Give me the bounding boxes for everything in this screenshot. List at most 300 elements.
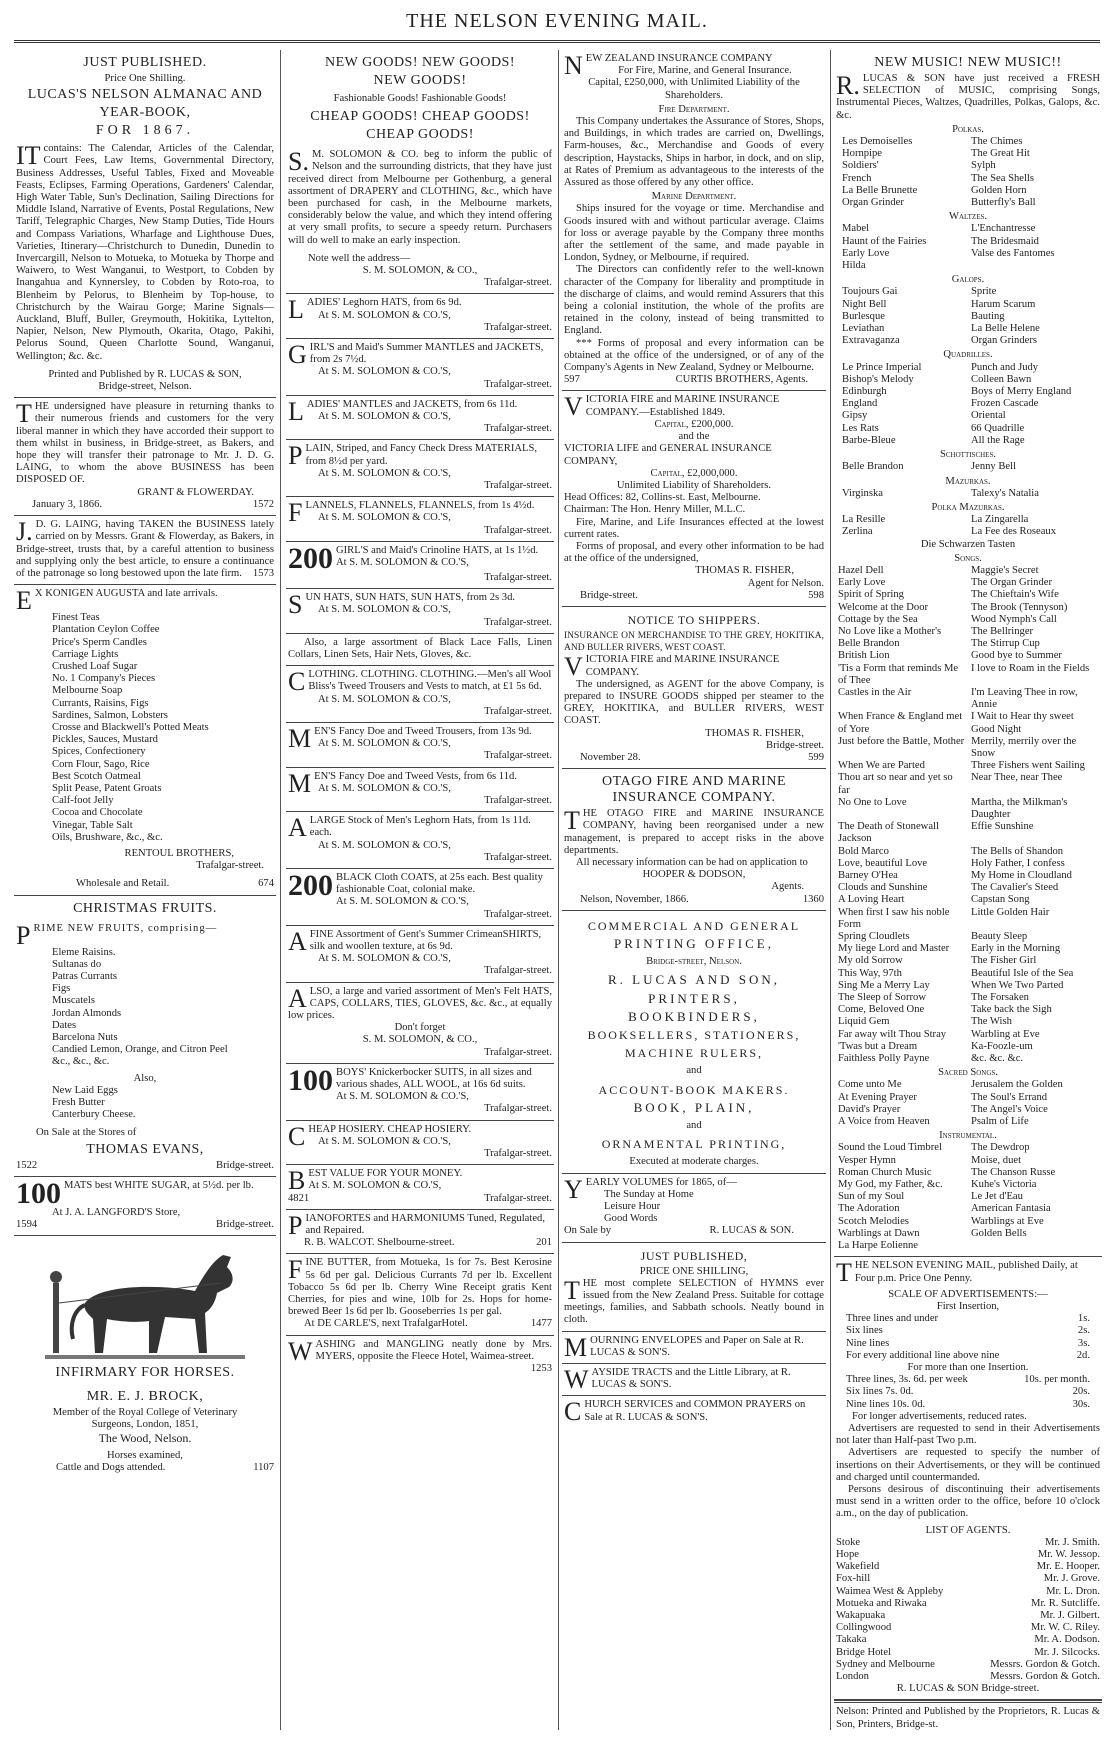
rate-row-value: 10s. per month. <box>1024 1374 1090 1386</box>
music-title: Frozen Cascade <box>971 398 1039 410</box>
music-title: Belle Brandon <box>842 461 904 473</box>
solomon-ad <box>286 589 554 634</box>
music-title: Oriental <box>971 410 1006 422</box>
fisher-agent: Agent for Nelson. <box>747 577 824 589</box>
music-title: Extravaganza <box>842 335 900 347</box>
solomon-at: At S. M. SOLOMON & CO.'S, <box>318 839 451 851</box>
music-title: Gipsy <box>842 410 868 422</box>
music-title: The Angel's Voice <box>971 1103 1048 1115</box>
music-title: When France & England met of Yore <box>838 711 963 735</box>
solomon-ad-list-3 <box>286 1064 554 1165</box>
drop-cap: T <box>16 399 32 429</box>
agent-row-value: Mr. A. Dodson. <box>1034 1634 1100 1646</box>
laing-ad <box>14 516 276 585</box>
solomon-cheap: CHEAP GOODS! <box>366 127 474 143</box>
solomon-ad <box>286 869 554 926</box>
solomon-heading: NEW GOODS! NEW GOODS! <box>324 55 516 70</box>
infirmary-line: Cattle and Dogs attended. <box>56 1462 166 1474</box>
rate-row-value: 1s. <box>1077 1313 1090 1325</box>
drop-cap: Y <box>564 1174 583 1204</box>
solomon-at: At S. M. SOLOMON & CO.'S, <box>318 782 451 794</box>
agent-row <box>836 1634 1100 1646</box>
solomon-ad-body: HEAP HOSIERY. CHEAP HOSIERY. <box>308 1123 472 1135</box>
music-title: Sun of my Soul <box>838 1191 905 1203</box>
solomon-ad-body: LANNELS, FLANNELS, FLANNELS, from 1s 4½d. <box>305 500 535 512</box>
music-title: Moise, duet <box>971 1154 1022 1166</box>
solomon-ad-list-2 <box>286 666 554 982</box>
solomon-intro: M. SOLOMON & CO. beg to inform the public of Nelson and the surrounding districts, that they have just received direct from Melbourne per Gothenburg, a general assortment of DRAPERY and CLOTHING, &c., which have been purchased for cash, in the Melbourne markets, considerably below the value, and which they intend offering at very small profits, to secure a speedy return. Purchasers will do well to make an early inspection. <box>288 149 552 246</box>
music-title: Le Prince Imperial <box>842 361 922 373</box>
music-title: Castles in the Air <box>838 686 912 698</box>
music-title: Clouds and Sunshine <box>838 882 928 894</box>
list-item: Split Pease, Patent Groats <box>52 782 162 794</box>
list-item: Leisure Hour <box>604 1201 661 1213</box>
fisher-name: THOMAS R. FISHER, <box>705 727 804 739</box>
solomon-ad-text <box>288 926 552 956</box>
victoria-forms: Forms of proposal, and every other information to be had at the office of the undersigned, <box>564 540 824 565</box>
shippers-body: The undersigned, as AGENT for the above Company, is prepared to INSURE GOODS shipped per steamer to the GREY, HOKITIKA, and BULLER RIVERS, WEST COAST. <box>564 678 824 727</box>
music-section-heading: Polkas. <box>952 123 984 135</box>
music-section-list <box>836 488 1100 500</box>
solomon-header <box>286 50 554 294</box>
printing-line: BOOKBINDERS, <box>628 1008 760 1024</box>
nz-insurance-ad <box>562 50 826 391</box>
piano-text: IANOFORTES and HARMONIUMS Tuned, Regulated, and Repaired. <box>305 1212 545 1237</box>
agent-row <box>836 1586 1100 1598</box>
drop-cap: C <box>288 667 306 697</box>
music-title: Talexy's Natalia <box>971 487 1039 499</box>
music-title: Sylph <box>971 160 996 172</box>
music-title: The Cavalier's Steed <box>971 882 1059 894</box>
music-title: When We Two Parted <box>971 979 1064 991</box>
music-section-heading: Schottisches. <box>940 449 996 461</box>
solomon-ad-text <box>288 667 552 697</box>
almanac-title: JUST PUBLISHED. <box>83 55 207 70</box>
solomon-ad <box>286 339 554 396</box>
list-item: Calf-foot Jelly <box>52 795 114 807</box>
solomon-at: At S. M. SOLOMON & CO.'S, <box>318 512 451 524</box>
church-text: HURCH SERVICES and COMMON PRAYERS on Sale at R. LUCAS & SON'S. <box>584 1399 806 1423</box>
music-title: Liquid Gem <box>838 1016 890 1028</box>
music-title: Night Bell <box>842 298 887 310</box>
victoria-unlimited: Unlimited Liability of Shareholders. <box>616 479 772 491</box>
nz-capital: Capital, £250,000, with Unlimited Liability of the Shareholders. <box>588 77 800 101</box>
hymns-title: JUST PUBLISHED, <box>640 1248 748 1263</box>
music-title: Holy Father, I confess <box>971 857 1065 869</box>
agent-row-label: Stoke <box>836 1536 861 1548</box>
music-title: Warblings at Dawn <box>838 1227 920 1239</box>
drop-cap: T <box>836 1258 852 1288</box>
music-title: Hazel Dell <box>838 564 884 576</box>
music-title: Punch and Judy <box>971 361 1039 373</box>
shippers-number: 599 <box>808 751 824 763</box>
solomon-also-ad <box>286 634 554 666</box>
almanac-year: FOR 1867. <box>95 123 195 139</box>
butter-text: INE BUTTER, from Motueka, 1s for 7s. Best Kerosine 5s 6d per gal. Delicious Currants 7d per lb. Excellent Tobacco 5s 6d per lb. Cherry Wine Receipt gratis Kent Cherries, for pies and wine, 10lb for 2s. Hops for home-brewed Beer 1s 6d per lb. Gooseberries 1s per gal. <box>288 1257 552 1318</box>
agent-row-label: Wakefield <box>836 1561 880 1573</box>
printing-line: PRINTING OFFICE, <box>614 936 774 951</box>
drop-cap: B <box>288 1166 306 1196</box>
music-title: Near Thee, near Thee <box>971 772 1063 784</box>
masthead: THE NELSON EVENING MAIL. <box>406 10 708 32</box>
fire-heading: Fire Department. <box>658 103 730 115</box>
infirmary-ad <box>14 1236 276 1478</box>
solomon-at: At S. M. SOLOMON & CO.'S, <box>336 557 469 569</box>
music-title: All the Rage <box>971 434 1025 446</box>
xmas-number: 1522 <box>16 1159 38 1171</box>
xmas-sale: On Sale at the Stores of <box>36 1127 137 1139</box>
sugar-at: At J. A. LANGFORD'S Store, <box>52 1206 181 1218</box>
music-title: No Love like a Mother's <box>838 625 942 637</box>
almanac-publisher: Printed and Published by R. LUCAS & SON, <box>48 368 242 380</box>
rate-row <box>846 1338 1090 1350</box>
yearly-title: EARLY VOLUMES for 1865, of— <box>585 1176 737 1188</box>
solomon-street: Trafalgar-street. <box>484 1103 552 1115</box>
list-item: &c., &c., &c. <box>52 1056 110 1068</box>
xmas-heading: RIME NEW FRUITS, comprising— <box>33 922 218 934</box>
sugar-ad <box>14 1177 276 1236</box>
list-item: Sultanas do <box>52 958 102 970</box>
music-tasten: Die Schwarzen Tasten <box>920 538 1016 550</box>
music-title: Early in the Morning <box>971 943 1061 955</box>
masthead-rule <box>14 40 1100 46</box>
music-section-list <box>836 514 1100 538</box>
solomon-ad-body: FINE Assortment of Gent's Summer CrimeanSHIRTS, silk and woollen texture, at 6s 9d. <box>309 928 542 952</box>
agent-row-label: Hope <box>836 1548 859 1560</box>
solomon-fashion: Fashionable Goods! Fashionable Goods! <box>333 93 507 104</box>
otago-ad <box>562 769 826 911</box>
almanac-ad <box>14 50 276 398</box>
music-title: Organ Grinder <box>842 197 904 209</box>
rate-row-label: Nine lines 10s. 0d. <box>846 1398 926 1410</box>
music-title: Le Jet d'Eau <box>971 1191 1023 1203</box>
infirmary-line: Surgeons, London, 1851, <box>91 1419 199 1431</box>
nz-signature: CURTIS BROTHERS, Agents. <box>675 374 808 386</box>
agent-row-value: Mr. J. Gilbert. <box>1040 1609 1100 1621</box>
shippers-title: NOTICE TO SHIPPERS. <box>627 612 761 627</box>
music-title: Roman Church Music <box>838 1166 932 1178</box>
agent-row <box>836 1622 1100 1634</box>
drop-cap: R. <box>836 71 860 100</box>
list-item: Best Scotch Oatmeal <box>52 770 141 782</box>
music-title: Sing Me a Merry Lay <box>838 979 930 991</box>
music-section-heading: Quadrilles. <box>943 349 993 361</box>
music-title: Thou art so near and yet so far <box>838 772 953 796</box>
music-title: My God, my Father, &c. <box>838 1179 943 1191</box>
music-section-list <box>836 136 1100 209</box>
list-item: Cocoa and Chocolate <box>52 807 143 819</box>
music-title: When first I saw his noble Form <box>838 906 950 930</box>
music-title: American Fantasia <box>971 1203 1051 1215</box>
washing-number: 1253 <box>530 1363 552 1375</box>
victoria-chairman: Chairman: The Hon. Henry Miller, M.L.C. <box>564 504 746 516</box>
agent-row <box>836 1598 1100 1610</box>
music-title: British Lion <box>838 650 890 662</box>
music-title: &c. &c. &c. <box>971 1053 1024 1065</box>
solomon-at: At S. M. SOLOMON & CO.'S, <box>318 309 451 321</box>
printing-line: ACCOUNT-BOOK MAKERS. <box>598 1082 790 1097</box>
solomon-ad-body: EN'S Fancy Doe and Tweed Trousers, from 13s 9d. <box>314 725 532 737</box>
music-title: Leviathan <box>842 323 885 335</box>
music-intro: LUCAS & SON have just received a FRESH SELECTION of MUSIC, comprising Songs, Instrumental Pieces, Waltzes, Quadrilles, Polkas, Galops, &c. &c. <box>836 73 1100 121</box>
agent-row-value: Mr. W. C. Riley. <box>1030 1622 1100 1634</box>
music-title: NEW MUSIC! NEW MUSIC!! <box>874 55 1062 70</box>
drop-cap: P <box>16 920 31 950</box>
music-title: Come, Beloved One <box>838 1004 925 1016</box>
nz-title: EW ZEALAND INSURANCE COMPANY <box>585 53 773 64</box>
solomon-at: At S. M. SOLOMON & CO.'S, <box>336 1091 469 1103</box>
solomon-at: At S. M. SOLOMON & CO.'S, <box>318 366 451 378</box>
music-title: French <box>842 172 872 184</box>
music-title: Come unto Me <box>838 1079 902 1091</box>
list-item: Oils, Brushware, &c., &c. <box>52 831 163 843</box>
music-title: Scotch Melodies <box>838 1215 909 1227</box>
drop-cap: M <box>288 723 312 753</box>
printing-line: MACHINE RULERS, <box>624 1046 763 1061</box>
music-title: Organ Grinders <box>971 335 1037 347</box>
horse-engraving <box>45 1243 245 1363</box>
almanac-name: LUCAS'S NELSON ALMANAC AND <box>27 87 263 103</box>
solomon-also2-ad <box>286 983 554 1064</box>
solomon-street: Trafalgar-street. <box>484 423 552 435</box>
printing-line: and <box>686 1120 702 1132</box>
music-title: England <box>842 398 878 410</box>
music-title: Maggie's Secret <box>971 564 1039 576</box>
instrumental-heading: Instrumental. <box>939 1130 997 1142</box>
rate-row <box>846 1399 1090 1411</box>
scale-heading: SCALE OF ADVERTISEMENTS:— <box>888 1288 1048 1300</box>
solomon-name: S. M. SOLOMON, & CO., <box>362 265 478 277</box>
solomon-ad-body: BOYS' Knickerbocker SUITS, in all sizes and various shades, ALL WOOL, at 16s 6d suits. <box>336 1066 532 1090</box>
directors-body: The Directors can confidently refer to the well-known character of the Company for liberality and promptitude in the discharge of claims, and would remind Assurers that this being a colonial institution, the whole of the profits are retained in the colony, instead of being transmitted to England. <box>564 264 824 337</box>
first-insertion: First Insertion, <box>936 1300 1000 1312</box>
drop-cap: T <box>564 1275 580 1305</box>
advertisers-note: Persons desirous of discontinuing their advertisements must send in a written order to the office, before 10 o'clock a.m., on the day of publication. <box>836 1483 1100 1520</box>
printing-line: BOOK, PLAIN, <box>633 1099 755 1115</box>
rate-row <box>846 1313 1090 1325</box>
column-2 <box>286 50 554 1730</box>
solomon-forget: Don't forget <box>394 1022 446 1034</box>
shippers-company: ICTORIA FIRE and MARINE INSURANCE COMPANY. <box>585 654 780 678</box>
victoria-capital: Capital, £200,000. <box>654 418 734 430</box>
solomon-street: Trafalgar-street. <box>484 851 552 863</box>
agent-row-label: Sydney and Melbourne <box>836 1658 935 1670</box>
solomon-ad <box>286 497 554 542</box>
agent-row-value: Mr. R. Sutcliffe. <box>1031 1597 1100 1609</box>
music-section-list <box>836 461 1100 473</box>
rate-row-label: Three lines, 3s. 6d. per week <box>846 1374 968 1386</box>
music-title: Jerusalem the Golden <box>971 1079 1063 1091</box>
music-section-heading: Galops. <box>951 274 985 286</box>
rates-list <box>836 1313 1100 1362</box>
xmas-item-list-2 <box>16 1085 274 1122</box>
agent-row <box>836 1659 1100 1671</box>
best-value-number: 4821 <box>288 1192 310 1204</box>
column-divider <box>558 50 559 1730</box>
music-title: Merrily, merrily over the Snow <box>971 735 1077 759</box>
column-3 <box>562 50 826 1730</box>
agents-heading: LIST OF AGENTS. <box>925 1524 1011 1536</box>
agent-row-value: Messrs. Gordon & Gotch. <box>990 1671 1100 1682</box>
list-item: No. 1 Company's Pieces <box>52 673 156 685</box>
drop-cap: E <box>16 586 32 616</box>
solomon-ad-text <box>288 340 552 370</box>
advertisers-note: Advertisers are requested to specify the number of insertions on their Advertisements, or they will be continued and charged until countermanded. <box>836 1447 1100 1483</box>
solomon-street: Trafalgar-street. <box>484 616 552 628</box>
agent-row-value: Mr. L. Dron. <box>1046 1585 1100 1597</box>
more-insertion: For more than one Insertion. <box>907 1361 1029 1373</box>
otago-date: Nelson, November, 1866. <box>580 893 689 905</box>
drop-cap: V <box>564 652 583 682</box>
mail-text: HE NELSON EVENING MAIL, published Daily, at Four p.m. Price One Penny. <box>854 1260 1078 1284</box>
list-item: Pickles, Sauces, Mustard <box>52 734 158 746</box>
music-title: Spirit of Spring <box>838 589 904 601</box>
fisher-street: Bridge-street. <box>766 739 824 751</box>
yearly-lucas: R. LUCAS & SON. <box>709 1225 794 1237</box>
shippers-date: November 28. <box>580 751 641 763</box>
infirmary-line: The Wood, Nelson. <box>98 1430 192 1445</box>
solomon-ad <box>286 294 554 339</box>
music-title: The Death of Stonewall Jackson <box>838 821 939 845</box>
sacred-heading: Sacred Songs. <box>938 1067 998 1079</box>
music-title: Soldiers' <box>842 160 879 172</box>
drop-cap: N <box>564 51 583 80</box>
music-title: Golden Horn <box>971 184 1027 196</box>
music-title: I love to Roam in the Fields <box>971 662 1090 674</box>
agent-row-value: Mr. J. Smith. <box>1044 1536 1100 1548</box>
column-4 <box>834 50 1102 1730</box>
music-title: Haunt of the Fairies <box>842 235 927 247</box>
rate-row <box>846 1350 1090 1362</box>
music-title: The Bells of Shandon <box>971 845 1064 857</box>
infirmary-title: INFIRMARY FOR HORSES. <box>55 1365 235 1381</box>
music-title: Hornpipe <box>842 148 883 160</box>
shippers-subtitle: INSURANCE ON MERCHANDISE TO THE GREY, HOKITIKA, AND BULLER RIVERS, WEST COAST. <box>564 630 824 654</box>
rate-row-value: 3s. <box>1077 1337 1090 1349</box>
music-title: The Sleep of Sorrow <box>838 992 926 1004</box>
solomon-name: S. M. SOLOMON, & CO., <box>362 1034 478 1046</box>
infirmary-line: Horses examined, <box>107 1449 183 1461</box>
solomon-note: Note well the address— <box>308 252 411 264</box>
list-item: Spices, Confectionery <box>52 746 146 758</box>
music-title: Early Love <box>842 247 890 259</box>
yearly-volumes-ad <box>562 1174 826 1243</box>
drop-cap: A <box>288 983 307 1013</box>
printing-line: ORNAMENTAL PRINTING, <box>601 1137 787 1152</box>
sugar-text: MATS best WHITE SUGAR, at 5½d. per lb. <box>64 1179 254 1191</box>
music-title: My liege Lord and Master <box>838 943 950 955</box>
music-title: The Great Hit <box>971 148 1030 160</box>
sacred-list <box>836 1079 1100 1128</box>
solomon-at: At S. M. SOLOMON & CO.'S, <box>318 738 451 750</box>
drop-cap: C <box>288 1121 306 1151</box>
solomon-ad <box>286 440 554 497</box>
sugar-number: 1594 <box>16 1219 38 1231</box>
music-title: L'Enchantresse <box>971 223 1036 235</box>
list-item: Canterbury Cheese. <box>52 1109 136 1121</box>
list-item: Crushed Loaf Sugar <box>52 660 138 672</box>
otago-body: HE OTAGO FIRE and MARINE INSURANCE COMPANY, having been reorganised under a new management, is prepared to accept risks in the above departments. <box>564 808 824 856</box>
music-title: Cottage by the Sea <box>838 613 918 625</box>
music-section-heading: Mazurkas. <box>945 475 991 487</box>
solomon-street: Trafalgar-street. <box>484 277 552 289</box>
music-title: Valse des Fantomes <box>971 247 1055 259</box>
music-title: Little Golden Hair <box>971 906 1050 918</box>
list-item: Melbourne Soap <box>52 685 123 697</box>
music-title: Bauting <box>971 310 1005 322</box>
music-title: This Way, 97th <box>838 967 902 979</box>
drop-cap: M <box>288 768 312 798</box>
agent-row-label: Waimea West & Appleby <box>836 1585 944 1597</box>
drop-cap: J. <box>16 517 33 547</box>
music-ad <box>834 50 1102 1257</box>
hymns-price: PRICE ONE SHILLING, <box>639 1265 749 1277</box>
yearly-onsale: On Sale by <box>564 1225 612 1237</box>
list-item: Corn Flour, Sago, Rice <box>52 758 150 770</box>
list-item: Muscatels <box>52 995 95 1007</box>
music-title: The Adoration <box>838 1203 900 1215</box>
drop-cap: W <box>288 1336 313 1366</box>
list-item: The Sunday at Home <box>604 1188 694 1200</box>
solomon-ad-body: LARGE Stock of Men's Leghorn Hats, from 1s 11d. each. <box>309 815 531 839</box>
rate-row <box>846 1374 1090 1386</box>
rentoul-signature: RENTOUL BROTHERS, <box>124 847 234 859</box>
column-1 <box>14 50 276 1730</box>
solomon-at: At S. M. SOLOMON & CO.'S, <box>318 1135 451 1147</box>
music-title: Belle Brandon <box>838 638 900 650</box>
music-title: Beautiful Isle of the Sea <box>971 967 1074 979</box>
music-title: A Voice from Heaven <box>838 1116 930 1128</box>
solomon-at: At S. M. SOLOMON & CO.'S, <box>318 411 451 423</box>
solomon-ad-text <box>288 441 552 471</box>
grant-signature: GRANT & FLOWERDAY. <box>137 486 254 498</box>
almanac-name-2: YEAR-BOOK, <box>99 105 191 121</box>
music-title: Ka-Foozle-um <box>971 1040 1033 1052</box>
music-title: Beauty Sleep <box>971 931 1028 943</box>
rentoul-address: Trafalgar-street. <box>196 860 264 872</box>
drop-cap: G <box>288 340 307 370</box>
xmas-item-list <box>16 947 274 1069</box>
music-title: I Wait to Hear thy sweet Good Night <box>971 711 1074 735</box>
rate-row-label: For every additional line above nine <box>846 1349 1000 1361</box>
printing-line: COMMERCIAL AND GENERAL <box>587 918 801 933</box>
music-title: 'Twas but a Dream <box>838 1040 918 1052</box>
music-title: Wood Nymph's Call <box>971 613 1057 625</box>
almanac-address: Bridge-street, Nelson. <box>98 381 192 393</box>
solomon-street: Trafalgar-street. <box>484 705 552 717</box>
grant-date: January 3, 1866. <box>32 498 103 510</box>
drop-cap: V <box>564 392 583 422</box>
shippers-ad <box>562 607 826 769</box>
agents-signature: R. LUCAS & SON Bridge-street. <box>896 1683 1040 1695</box>
rate-row-label: Nine lines <box>846 1337 890 1349</box>
solomon-street: Trafalgar-street. <box>484 1148 552 1160</box>
solomon-street: Trafalgar-street. <box>484 378 552 390</box>
agent-row-label: Takaka <box>836 1634 867 1646</box>
rate-row-label: Six lines 7s. 0d. <box>846 1386 914 1398</box>
music-title: Edinburgh <box>842 386 887 398</box>
printing-line: BOOKSELLERS, STATIONERS, <box>587 1028 801 1043</box>
grant-ad <box>14 398 276 516</box>
hooper-agents: Agents. <box>771 881 804 893</box>
music-title: 'Tis a Form that reminds Me of Thee <box>838 662 959 686</box>
list-item: Currants, Raisins, Figs <box>52 697 149 709</box>
butter-number: 1477 <box>530 1318 552 1330</box>
forms-body: *** Forms of proposal and every information can be obtained at the office of the undersigned, or of any of the Company's Agents in New Zealand, Sydney or Melbourne. <box>564 337 824 374</box>
wayside-ad <box>562 1364 826 1396</box>
solomon-ad <box>286 1121 554 1166</box>
rate-row-value: 20s. <box>1072 1386 1090 1398</box>
